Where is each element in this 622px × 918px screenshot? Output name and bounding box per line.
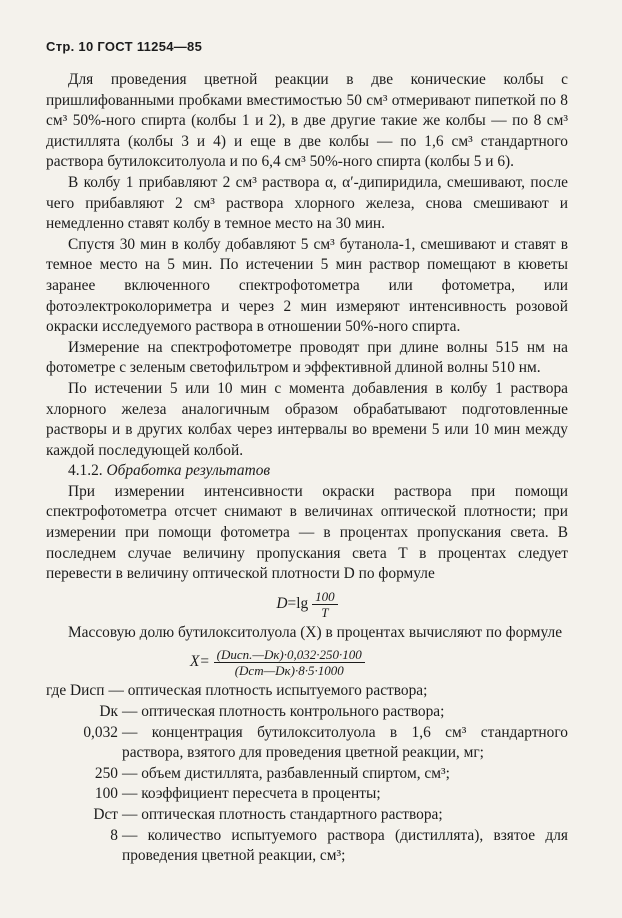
legend-text: — оптическая плотность стандартного раствора; — [122, 806, 443, 823]
legend-row — [46, 826, 568, 867]
legend-row — [46, 702, 568, 723]
paragraph-2: В колбу 1 прибавляют 2 см³ раствора α, α′-дипиридила, смешивают, после чего прибавляют 2 см³ раствора хлорного железа, снова смешивают и немедленно ставят колбу в темное место на 30 мин. — [46, 173, 568, 233]
formula1-eq: =lg — [287, 594, 309, 612]
legend-text: — оптическая плотность испытуемого раствора; — [108, 682, 428, 700]
page-header: Стр. 10 ГОСТ 11254—85 — [46, 39, 203, 54]
legend-symbol: 8 — [110, 826, 118, 844]
legend-symbol: 0,032 — [83, 723, 118, 741]
formula-legend — [46, 681, 568, 866]
paragraph-7: Массовую долю бутилокситолуола (X) в процентах вычисляют по формуле — [68, 623, 563, 641]
formula2-denominator: (Dст—Dк)·8·5·1000 — [234, 663, 344, 679]
formula-mass-fraction — [46, 647, 568, 678]
legend-row — [46, 784, 568, 805]
paragraph-4: Измерение на спектрофотометре проводят при длине волны 515 нм на фотометре с зеленым светофильтром и эффективной длиной волны 510 нм. — [46, 338, 568, 377]
formula2-fraction — [214, 647, 365, 678]
legend-row — [46, 723, 568, 764]
legend-symbol: Dст — [93, 806, 118, 823]
formula1-numerator: 100 — [312, 589, 338, 605]
legend-symbol: Dк — [99, 703, 118, 721]
legend-text: — концентрация бутилокситолуола в 1,6 см³ стандартного раствора, взятого для проведения цветной реакции, мг; — [122, 723, 568, 762]
legend-row — [46, 805, 568, 826]
legend-symbol: 250 — [94, 764, 118, 782]
paragraph-5: По истечении 5 или 10 мин с момента добавления в колбу 1 раствора хлорного железа аналогичным образом обрабатывают подготовленные растворы и в других колбах через интервалы во времени 5 или 10 мин между каждой последующей колбой. — [46, 379, 568, 459]
formula1-lhs: D — [276, 594, 288, 612]
formula1-fraction — [312, 589, 338, 620]
document-body — [46, 70, 568, 867]
legend-text: — количество испытуемого раствора (дистиллята), взятое для проведения цветной реакции, см³; — [122, 826, 568, 865]
legend-text: — коэффициент пересчета в проценты; — [122, 785, 381, 803]
formula2-numerator: (Dисп.—Dк)·0,032·250·100 — [214, 647, 365, 663]
section-title: Обработка результатов — [106, 462, 271, 480]
paragraph-6: При измерении интенсивности окраски раствора при помощи спектрофотометра отсчет снимают в величинах оптической плотности; при измерении при помощи фотометра — в процентах пропускания света. В последнем случае величину пропускания света T в процентах следует перевести в величину оптической плотности D по формуле — [46, 482, 568, 583]
formula1-denominator: T — [321, 604, 329, 620]
paragraph-3: Спустя 30 мин в колбу добавляют 5 см³ бутанола-1, смешивают и ставят в темное место на 5 мин. По истечении 5 мин раствор помещают в кюветы заранее включенного спектрофотометра или фотометра, или фотоэлектроколориметра и через 2 мин измеряют интенсивность розовой окраски исследуемого раствора в отношении 50%-ного спирта. — [46, 235, 568, 336]
legend-row — [46, 681, 568, 702]
formula2-lhs: X= — [190, 653, 210, 671]
legend-row — [46, 764, 568, 785]
legend-text: — объем дистиллята, разбавленный спиртом, см³; — [122, 764, 450, 782]
section-number: 4.1.2. — [68, 462, 103, 480]
legend-symbol: где Dисп — [46, 682, 105, 700]
formula-optical-density — [46, 589, 568, 620]
paragraph-1: Для проведения цветной реакции в две конические колбы с пришлифованными пробками вместимостью 50 см³ отмеривают пипеткой по 8 см³ 50%-ного спирта (колбы 1 и 2), в две другие такие же колбы — по 8 см³ дистиллята (колбы 3 и 4) и еще в две колбы — по 1,6 см³ стандартного раствора бутилокситолуола и по 6,4 см³ 50%-ного спирта (колбы 5 и 6). — [46, 71, 568, 171]
legend-symbol: 100 — [94, 785, 118, 803]
section-heading — [46, 461, 568, 482]
legend-text: — оптическая плотность контрольного раствора; — [122, 703, 445, 721]
